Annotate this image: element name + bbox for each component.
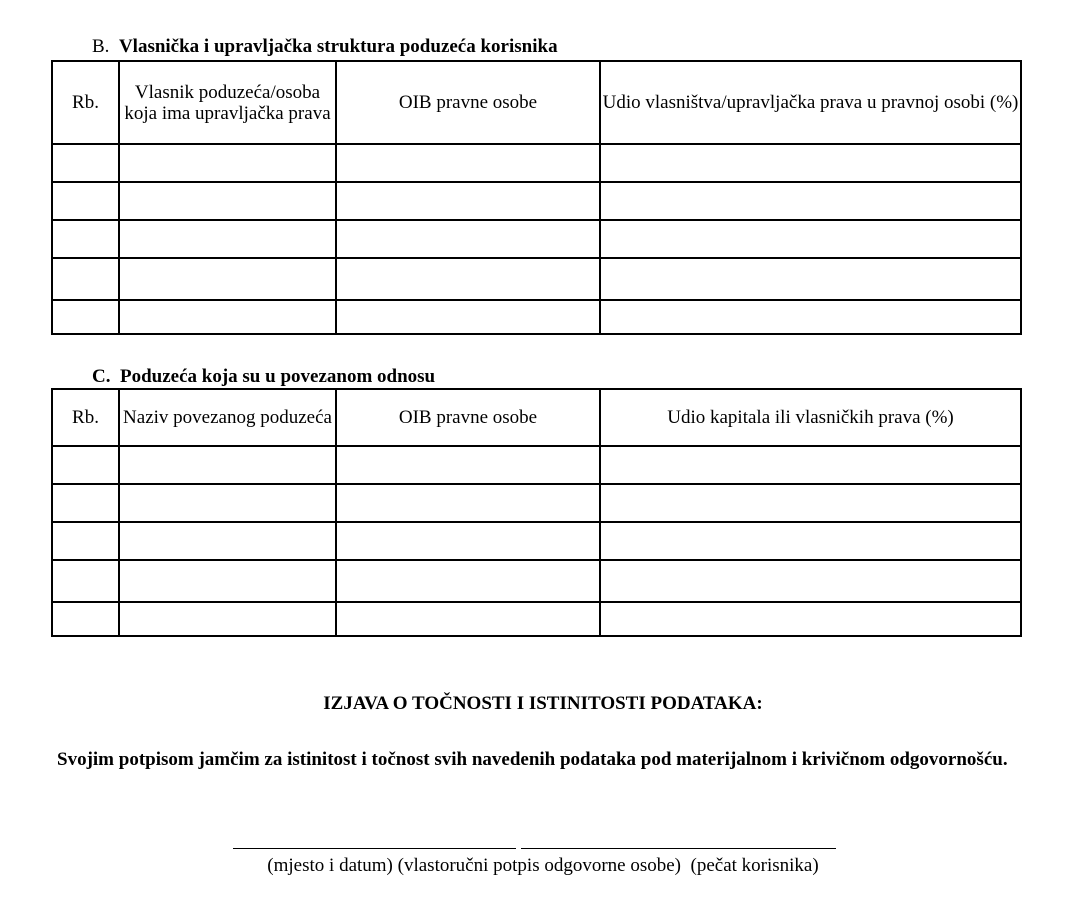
cell[interactable] bbox=[600, 602, 1021, 636]
header-rb: Rb. bbox=[52, 389, 119, 446]
cell[interactable] bbox=[336, 446, 600, 484]
table-row bbox=[52, 182, 1021, 220]
cell[interactable] bbox=[52, 144, 119, 182]
section-c-letter: C. bbox=[92, 366, 111, 387]
cell[interactable] bbox=[336, 484, 600, 522]
table-row bbox=[52, 300, 1021, 334]
table-row bbox=[52, 144, 1021, 182]
table-row bbox=[52, 258, 1021, 300]
cell[interactable] bbox=[119, 258, 336, 300]
cell[interactable] bbox=[52, 484, 119, 522]
cell[interactable] bbox=[119, 182, 336, 220]
cell[interactable] bbox=[119, 522, 336, 560]
cell[interactable] bbox=[336, 560, 600, 602]
cell[interactable] bbox=[600, 144, 1021, 182]
table-row bbox=[52, 602, 1021, 636]
cell[interactable] bbox=[336, 220, 600, 258]
cell[interactable] bbox=[52, 258, 119, 300]
cell[interactable] bbox=[600, 182, 1021, 220]
place-date-signature-line[interactable] bbox=[233, 848, 516, 849]
section-b-heading: Vlasnička i upravljačka struktura poduzeća korisnika bbox=[118, 36, 558, 57]
cell[interactable] bbox=[600, 220, 1021, 258]
cell[interactable] bbox=[52, 522, 119, 560]
table-header-row bbox=[52, 389, 1021, 446]
declaration-text: Svojim potpisom jamčim za istinitost i točnost svih navedenih podataka pod materijalnom i krivičnom odgovornošću. bbox=[57, 749, 1008, 770]
header-company-name: Naziv povezanog poduzeća bbox=[119, 389, 336, 446]
cell[interactable] bbox=[52, 300, 119, 334]
signature-line[interactable] bbox=[521, 848, 836, 849]
cell[interactable] bbox=[52, 182, 119, 220]
header-rb: Rb. bbox=[52, 61, 119, 144]
table-row bbox=[52, 484, 1021, 522]
signature-caption: (mjesto i datum) (vlastoručni potpis odgovorne osobe) (pečat korisnika) bbox=[267, 855, 819, 876]
header-capital-share: Udio kapitala ili vlasničkih prava (%) bbox=[600, 389, 1021, 446]
cell[interactable] bbox=[336, 258, 600, 300]
header-oib: OIB pravne osobe bbox=[336, 61, 600, 144]
cell[interactable] bbox=[600, 258, 1021, 300]
cell[interactable] bbox=[336, 144, 600, 182]
ownership-table bbox=[51, 60, 1022, 335]
cell[interactable] bbox=[52, 602, 119, 636]
cell[interactable] bbox=[119, 220, 336, 258]
header-oib: OIB pravne osobe bbox=[336, 389, 600, 446]
cell[interactable] bbox=[119, 300, 336, 334]
cell[interactable] bbox=[600, 522, 1021, 560]
cell[interactable] bbox=[119, 484, 336, 522]
header-owner: Vlasnik poduzeća/osoba koja ima upravljačka prava bbox=[119, 61, 336, 144]
section-c-heading: Poduzeća koja su u povezanom odnosu bbox=[119, 366, 436, 387]
cell[interactable] bbox=[600, 300, 1021, 334]
cell[interactable] bbox=[52, 560, 119, 602]
cell[interactable] bbox=[119, 560, 336, 602]
cell[interactable] bbox=[52, 446, 119, 484]
section-b-title bbox=[92, 36, 558, 58]
cell[interactable] bbox=[336, 522, 600, 560]
table-header-row bbox=[52, 61, 1021, 144]
cell[interactable] bbox=[336, 182, 600, 220]
cell[interactable] bbox=[336, 300, 600, 334]
cell[interactable] bbox=[600, 484, 1021, 522]
table-row bbox=[52, 560, 1021, 602]
cell[interactable] bbox=[600, 560, 1021, 602]
cell[interactable] bbox=[119, 144, 336, 182]
cell[interactable] bbox=[600, 446, 1021, 484]
table-row bbox=[52, 522, 1021, 560]
declaration-heading: IZJAVA O TOČNOSTI I ISTINITOSTI PODATAKA: bbox=[323, 693, 763, 714]
cell[interactable] bbox=[336, 602, 600, 636]
cell[interactable] bbox=[119, 446, 336, 484]
section-c-title bbox=[92, 366, 435, 388]
cell[interactable] bbox=[119, 602, 336, 636]
cell[interactable] bbox=[52, 220, 119, 258]
table-row bbox=[52, 220, 1021, 258]
section-b-letter: B. bbox=[92, 36, 110, 57]
header-share: Udio vlasništva/upravljačka prava u pravnoj osobi (%) bbox=[600, 61, 1021, 144]
related-companies-table bbox=[51, 388, 1022, 637]
table-row bbox=[52, 446, 1021, 484]
